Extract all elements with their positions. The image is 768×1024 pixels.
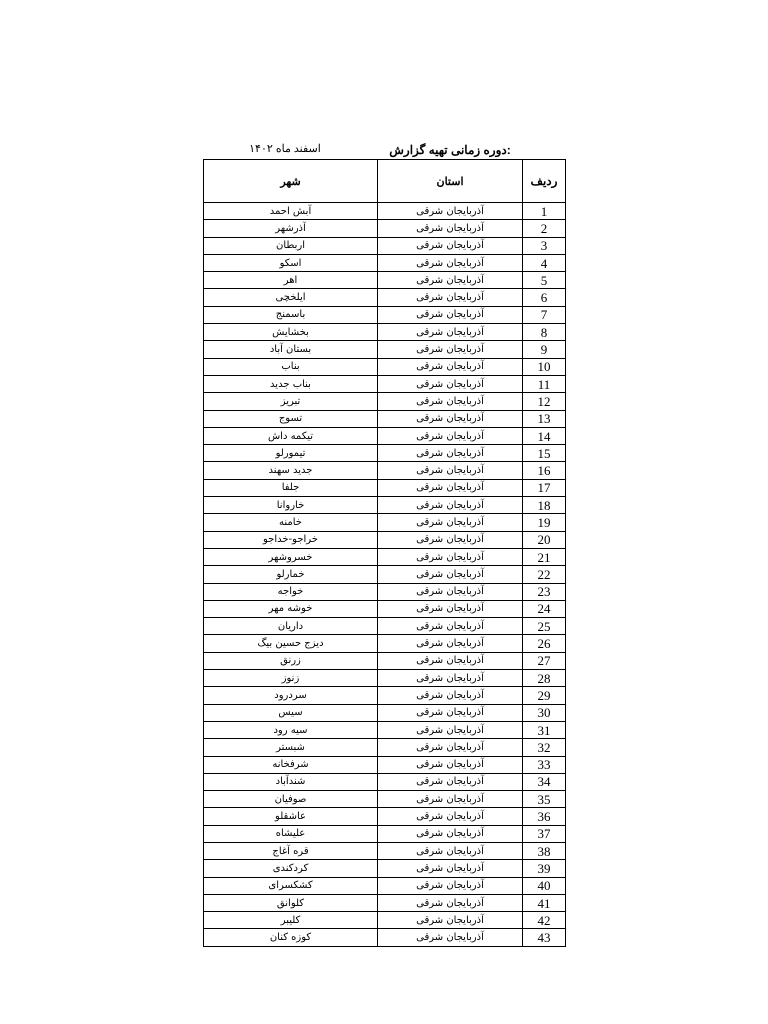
table-header-row [204, 160, 566, 203]
row-number-cell: 35 [523, 791, 566, 808]
row-number-cell: 1 [523, 203, 566, 220]
province-cell: آذربایجان شرقی [378, 220, 523, 237]
province-cell: آذربایجان شرقی [378, 704, 523, 721]
row-number-cell: 40 [523, 877, 566, 894]
row-number-cell: 15 [523, 445, 566, 462]
row-number-cell: 21 [523, 548, 566, 565]
table-row [204, 427, 566, 444]
table-row [204, 860, 566, 877]
city-cell: خراجو-خداجو [204, 531, 378, 548]
province-cell: آذربایجان شرقی [378, 894, 523, 911]
row-number-cell: 13 [523, 410, 566, 427]
row-number-cell: 33 [523, 756, 566, 773]
table-row [204, 583, 566, 600]
city-cell: تیکمه داش [204, 427, 378, 444]
table-row [204, 739, 566, 756]
city-cell: بستان آباد [204, 341, 378, 358]
province-cell: آذربایجان شرقی [378, 635, 523, 652]
province-cell: آذربایجان شرقی [378, 721, 523, 738]
row-number-cell: 12 [523, 393, 566, 410]
city-cell: زنوز [204, 670, 378, 687]
report-period-value: اسفند ماه ۱۴۰۲ [249, 143, 321, 155]
row-number-cell: 18 [523, 497, 566, 514]
table-row [204, 687, 566, 704]
table-row [204, 531, 566, 548]
column-header-province: استان [378, 160, 523, 203]
table-row [204, 652, 566, 669]
city-cell: باسمنج [204, 306, 378, 323]
province-cell: آذربایجان شرقی [378, 618, 523, 635]
row-number-cell: 2 [523, 220, 566, 237]
row-number-cell: 20 [523, 531, 566, 548]
city-cell: شبستر [204, 739, 378, 756]
city-cell: بناب جدید [204, 375, 378, 392]
city-cell: تبریز [204, 393, 378, 410]
city-cell: کلوانق [204, 894, 378, 911]
city-cell: داریان [204, 618, 378, 635]
province-cell: آذربایجان شرقی [378, 427, 523, 444]
province-cell: آذربایجان شرقی [378, 462, 523, 479]
table-row [204, 358, 566, 375]
row-number-cell: 7 [523, 306, 566, 323]
province-cell: آذربایجان شرقی [378, 912, 523, 929]
table-row [204, 341, 566, 358]
province-cell: آذربایجان شرقی [378, 791, 523, 808]
table-row [204, 220, 566, 237]
row-number-cell: 8 [523, 324, 566, 341]
province-cell: آذربایجان شرقی [378, 375, 523, 392]
table-row [204, 203, 566, 220]
province-cell: آذربایجان شرقی [378, 825, 523, 842]
city-cell: کوزه کنان [204, 929, 378, 946]
city-cell: جدید سهند [204, 462, 378, 479]
city-cell: اهر [204, 272, 378, 289]
province-cell: آذربایجان شرقی [378, 393, 523, 410]
city-cell: کشکسرای [204, 877, 378, 894]
table-row [204, 497, 566, 514]
table-row [204, 566, 566, 583]
city-cell: جلفا [204, 479, 378, 496]
city-cell: سیس [204, 704, 378, 721]
province-cell: آذربایجان شرقی [378, 272, 523, 289]
column-header-city: شهر [204, 160, 378, 203]
city-cell: خامنه [204, 514, 378, 531]
province-cell: آذربایجان شرقی [378, 773, 523, 790]
city-cell: تیمورلو [204, 445, 378, 462]
city-cell: خاروانا [204, 497, 378, 514]
table-row [204, 635, 566, 652]
row-number-cell: 37 [523, 825, 566, 842]
row-number-cell: 23 [523, 583, 566, 600]
province-cell: آذربایجان شرقی [378, 739, 523, 756]
table-row [204, 894, 566, 911]
city-cell: قره آغاج [204, 842, 378, 859]
table-row [204, 375, 566, 392]
row-number-cell: 6 [523, 289, 566, 306]
city-cell: آبش احمد [204, 203, 378, 220]
cities-table [203, 159, 566, 947]
city-cell: خمارلو [204, 566, 378, 583]
table-row [204, 721, 566, 738]
city-cell: شندآباد [204, 773, 378, 790]
city-cell: سردرود [204, 687, 378, 704]
row-number-cell: 22 [523, 566, 566, 583]
table-row [204, 254, 566, 271]
province-cell: آذربایجان شرقی [378, 929, 523, 946]
table-row [204, 289, 566, 306]
table-row [204, 704, 566, 721]
province-cell: آذربایجان شرقی [378, 583, 523, 600]
row-number-cell: 42 [523, 912, 566, 929]
city-cell: بناب [204, 358, 378, 375]
row-number-cell: 17 [523, 479, 566, 496]
city-cell: بخشایش [204, 324, 378, 341]
city-cell: عاشقلو [204, 808, 378, 825]
table-row [204, 756, 566, 773]
row-number-cell: 10 [523, 358, 566, 375]
city-cell: کردکندی [204, 860, 378, 877]
province-cell: آذربایجان شرقی [378, 203, 523, 220]
city-cell: علیشاه [204, 825, 378, 842]
table-row [204, 445, 566, 462]
province-cell: آذربایجان شرقی [378, 306, 523, 323]
row-number-cell: 24 [523, 600, 566, 617]
province-cell: آذربایجان شرقی [378, 566, 523, 583]
row-number-cell: 32 [523, 739, 566, 756]
province-cell: آذربایجان شرقی [378, 254, 523, 271]
city-cell: تسوج [204, 410, 378, 427]
row-number-cell: 34 [523, 773, 566, 790]
province-cell: آذربایجان شرقی [378, 341, 523, 358]
row-number-cell: 26 [523, 635, 566, 652]
province-cell: آذربایجان شرقی [378, 289, 523, 306]
province-cell: آذربایجان شرقی [378, 237, 523, 254]
table-row [204, 324, 566, 341]
table-row [204, 393, 566, 410]
table-row [204, 548, 566, 565]
row-number-cell: 31 [523, 721, 566, 738]
table-row [204, 479, 566, 496]
province-cell: آذربایجان شرقی [378, 548, 523, 565]
city-cell: ایلخچی [204, 289, 378, 306]
table-row [204, 791, 566, 808]
province-cell: آذربایجان شرقی [378, 479, 523, 496]
province-cell: آذربایجان شرقی [378, 756, 523, 773]
table-row [204, 825, 566, 842]
province-cell: آذربایجان شرقی [378, 445, 523, 462]
city-cell: خسروشهر [204, 548, 378, 565]
table-row [204, 514, 566, 531]
table-row [204, 272, 566, 289]
row-number-cell: 9 [523, 341, 566, 358]
province-cell: آذربایجان شرقی [378, 877, 523, 894]
province-cell: آذربایجان شرقی [378, 514, 523, 531]
report-period-label: :دوره زمانی تهیه گزارش [389, 143, 511, 157]
province-cell: آذربایجان شرقی [378, 600, 523, 617]
province-cell: آذربایجان شرقی [378, 687, 523, 704]
city-cell: خوشه مهر [204, 600, 378, 617]
row-number-cell: 43 [523, 929, 566, 946]
city-cell: سیه رود [204, 721, 378, 738]
table-row [204, 773, 566, 790]
row-number-cell: 36 [523, 808, 566, 825]
table-row [204, 306, 566, 323]
row-number-cell: 3 [523, 237, 566, 254]
table-body [204, 203, 566, 947]
table-row [204, 670, 566, 687]
province-cell: آذربایجان شرقی [378, 652, 523, 669]
row-number-cell: 30 [523, 704, 566, 721]
province-cell: آذربایجان شرقی [378, 410, 523, 427]
table-row [204, 912, 566, 929]
row-number-cell: 11 [523, 375, 566, 392]
city-cell: آذرشهر [204, 220, 378, 237]
province-cell: آذربایجان شرقی [378, 842, 523, 859]
province-cell: آذربایجان شرقی [378, 497, 523, 514]
city-cell: شرفخانه [204, 756, 378, 773]
row-number-cell: 28 [523, 670, 566, 687]
row-number-cell: 25 [523, 618, 566, 635]
city-cell: کلیبر [204, 912, 378, 929]
row-number-cell: 16 [523, 462, 566, 479]
province-cell: آذربایجان شرقی [378, 531, 523, 548]
table-row [204, 462, 566, 479]
province-cell: آذربایجان شرقی [378, 324, 523, 341]
column-header-row: ردیف [523, 160, 566, 203]
table-row [204, 842, 566, 859]
table-row [204, 618, 566, 635]
city-cell: اربطان [204, 237, 378, 254]
province-cell: آذربایجان شرقی [378, 358, 523, 375]
row-number-cell: 41 [523, 894, 566, 911]
table-row [204, 877, 566, 894]
table-row [204, 410, 566, 427]
row-number-cell: 27 [523, 652, 566, 669]
province-cell: آذربایجان شرقی [378, 670, 523, 687]
row-number-cell: 4 [523, 254, 566, 271]
row-number-cell: 5 [523, 272, 566, 289]
row-number-cell: 39 [523, 860, 566, 877]
table-row [204, 237, 566, 254]
row-number-cell: 19 [523, 514, 566, 531]
row-number-cell: 38 [523, 842, 566, 859]
table-row [204, 600, 566, 617]
city-cell: خواجه [204, 583, 378, 600]
province-cell: آذربایجان شرقی [378, 808, 523, 825]
city-cell: اسکو [204, 254, 378, 271]
row-number-cell: 14 [523, 427, 566, 444]
table-row [204, 808, 566, 825]
city-cell: زرنق [204, 652, 378, 669]
city-cell: دیزج حسین بیگ [204, 635, 378, 652]
province-cell: آذربایجان شرقی [378, 860, 523, 877]
table-row [204, 929, 566, 946]
row-number-cell: 29 [523, 687, 566, 704]
city-cell: صوفیان [204, 791, 378, 808]
